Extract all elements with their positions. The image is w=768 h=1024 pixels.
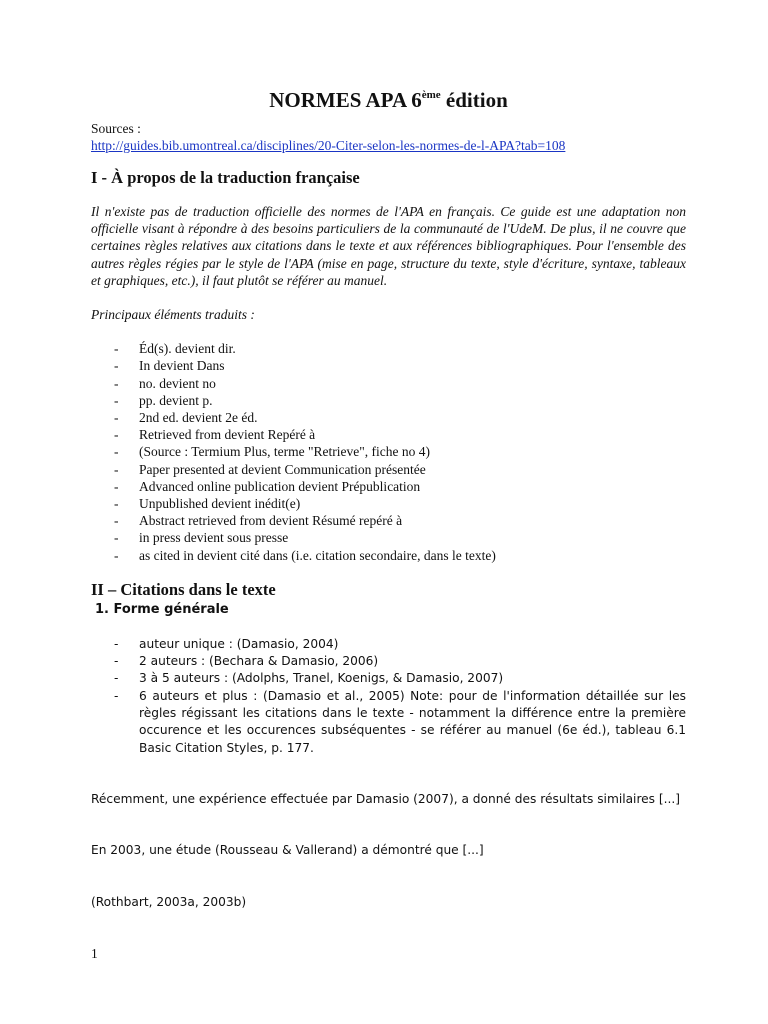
list-item: - In devient Dans: [91, 357, 686, 374]
list-item: - Éd(s). devient dir.: [91, 340, 686, 357]
list-item: - in press devient sous presse: [91, 529, 686, 546]
sources-label: Sources :: [91, 121, 141, 136]
title-superscript: ème: [421, 89, 441, 101]
section2-heading: II – Citations dans le texte: [91, 579, 276, 599]
list-item: - auteur unique : (Damasio, 2004): [91, 636, 686, 653]
list-item: - 2nd ed. devient 2e éd.: [91, 409, 686, 426]
page-number: 1: [91, 946, 98, 961]
document-title: [91, 88, 686, 112]
list-item: - Advanced online publication devient Prépublication: [91, 478, 686, 495]
document-page: [91, 88, 686, 911]
sources-line: [91, 137, 686, 154]
list-item: - Retrieved from devient Repéré à: [91, 426, 686, 443]
section1-heading: I - À propos de la traduction française: [91, 168, 360, 187]
section2-subheading: 1. Forme générale: [95, 601, 229, 617]
list-item: - 6 auteurs et plus : (Damasio et al., 2005) Note: pour de l'information détaillée sur les règles régissant les citations dans le texte - notamment la différence entre la première occurence et les occurences subséquentes - se référer au manuel (6e éd.), tableau 6.1 Basic Citation Styles, p. 177.: [91, 688, 686, 757]
title-main: NORMES APA 6: [269, 88, 422, 112]
list-item: - 3 à 5 auteurs : (Adolphs, Tranel, Koenigs, & Damasio, 2007): [91, 670, 686, 687]
list-item: - (Source : Termium Plus, terme "Retrieve", fiche no 4): [91, 443, 686, 460]
list-item: - Paper presented at devient Communication présentée: [91, 461, 686, 478]
sources-link[interactable]: http://guides.bib.umontreal.ca/disciplines/20-Citer-selon-les-normes-de-l-APA?tab=108: [91, 138, 566, 153]
list-item: - Unpublished devient inédit(e): [91, 495, 686, 512]
section1-intro: Il n'existe pas de traduction officielle des normes de l'APA en français. Ce guide est une adaptation non officielle visant à répondre à des besoins particuliers de la communauté de l'UdeM. De plus, il ne couvre que certaines règles relatives aux citations dans le texte et aux références bibliographiques. Pour l'ensemble des autres règles régies par le style de l'APA (mise en page, structure du texte, style d'écriture, syntaxe, tableaux et graphiques, etc.), il faut plutôt se référer au manuel.: [91, 204, 686, 288]
title-end: édition: [440, 88, 508, 112]
translated-elements-list: [91, 340, 686, 564]
list-item: - 2 auteurs : (Bechara & Damasio, 2006): [91, 653, 686, 670]
citation-forms-list: [91, 636, 686, 757]
translated-list-label: Principaux éléments traduits :: [91, 307, 255, 323]
list-item: - pp. devient p.: [91, 392, 686, 409]
example-paragraph-3: (Rothbart, 2003a, 2003b): [91, 894, 247, 909]
list-item: - no. devient no: [91, 375, 686, 392]
example-paragraph-1: Récemment, une expérience effectuée par Damasio (2007), a donné des résultats similaires [...]: [91, 791, 681, 806]
list-item: - Abstract retrieved from devient Résumé repéré à: [91, 512, 686, 529]
example-paragraph-2: En 2003, une étude (Rousseau & Vallerand) a démontré que [...]: [91, 843, 484, 858]
list-item: - as cited in devient cité dans (i.e. citation secondaire, dans le texte): [91, 547, 686, 564]
